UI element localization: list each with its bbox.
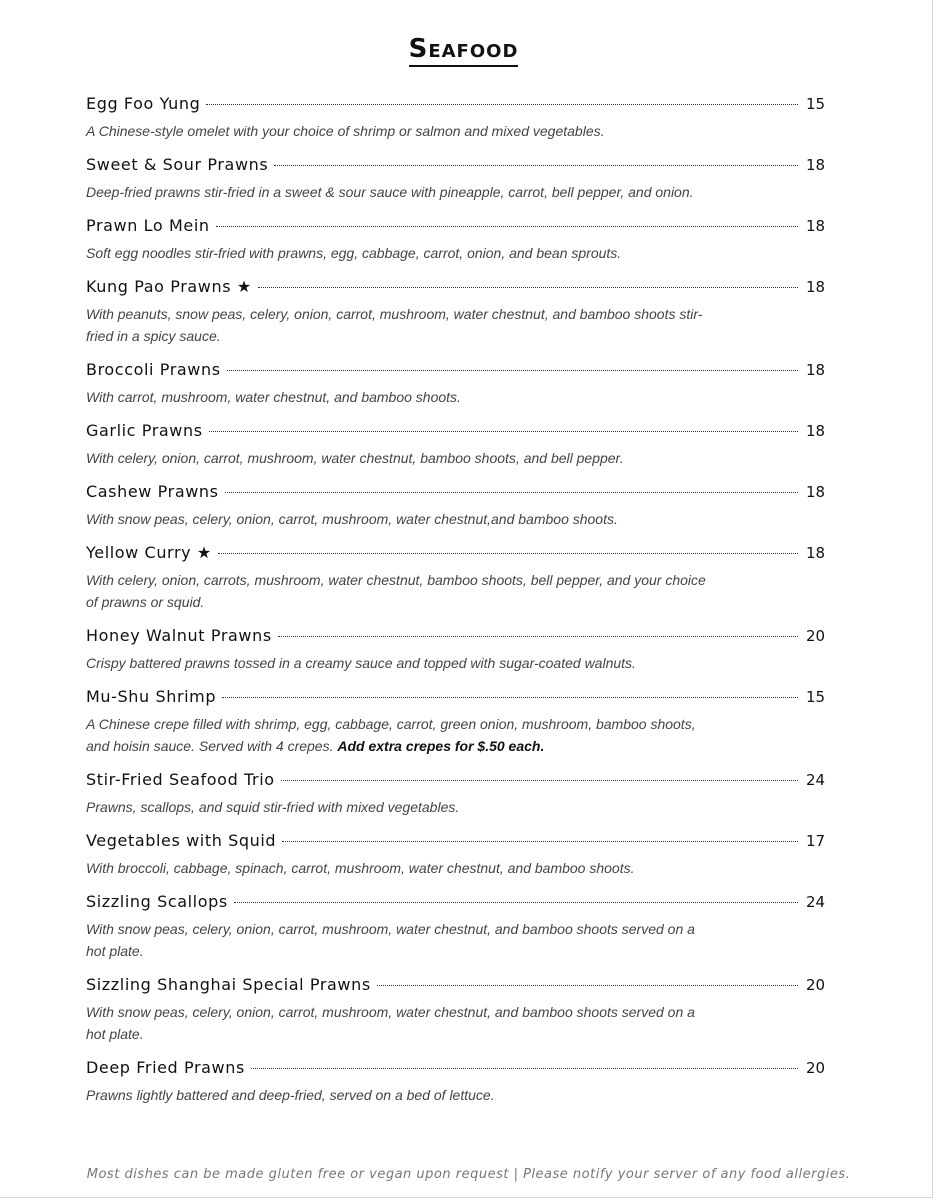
menu-item-row xyxy=(86,277,838,303)
menu-item-description-text: With broccoli, cabbage, spinach, carrot, mushroom, water chestnut, and bamboo shoots. xyxy=(86,860,635,876)
menu-item-price: 18 xyxy=(806,483,826,501)
menu-item-description-text: A Chinese-style omelet with your choice of shrimp or salmon and mixed vegetables. xyxy=(86,123,605,139)
menu-item-description xyxy=(86,508,716,530)
menu-item-price: 20 xyxy=(806,976,826,994)
menu-item-price: 17 xyxy=(806,832,826,850)
menu-item xyxy=(86,277,838,347)
dotted-leader xyxy=(216,226,798,227)
menu-item-price: 15 xyxy=(806,688,826,706)
menu-item-name: Prawn Lo Mein xyxy=(86,216,210,235)
menu-item-description-text: Soft egg noodles stir-fried with prawns, egg, cabbage, carrot, onion, and bean sprouts. xyxy=(86,245,622,261)
footer-note: Most dishes can be made gluten free or vegan upon request | Please notify your server of any food allergies. xyxy=(86,1167,851,1182)
menu-item-row xyxy=(86,892,838,918)
menu-item-description-text: With snow peas, celery, onion, carrot, mushroom, water chestnut, and bamboo shoots served on a hot plate. xyxy=(86,921,695,959)
menu-item-description-text: With peanuts, snow peas, celery, onion, carrot, mushroom, water chestnut, and bamboo shoots stir-fried in a spicy sauce. xyxy=(86,306,703,344)
menu-item-row xyxy=(86,421,838,447)
menu-item-name: Vegetables with Squid xyxy=(86,831,277,850)
dotted-leader xyxy=(227,370,798,371)
menu-item-price: 18 xyxy=(806,544,826,562)
menu-item-description xyxy=(86,569,716,613)
menu-item-name: Garlic Prawns xyxy=(86,421,203,440)
menu-item-description-text: Deep-fried prawns stir-fried in a sweet & sour sauce with pineapple, carrot, bell pepper, and onion. xyxy=(86,184,694,200)
dotted-leader xyxy=(377,985,798,986)
menu-item-name: Kung Pao Prawns ★ xyxy=(86,277,252,296)
menu-item xyxy=(86,687,838,757)
menu-item-row xyxy=(86,360,838,386)
menu-item-row xyxy=(86,770,838,796)
menu-item-description xyxy=(86,796,716,818)
menu-item-description xyxy=(86,652,716,674)
dotted-leader xyxy=(234,902,798,903)
menu-item-description xyxy=(86,918,716,962)
menu-item-name: Cashew Prawns xyxy=(86,482,219,501)
menu-item-description-text: With celery, onion, carrot, mushroom, water chestnut, bamboo shoots, and bell pepper. xyxy=(86,450,624,466)
menu-item-row xyxy=(86,543,838,569)
menu-item-price: 24 xyxy=(806,893,826,911)
menu-item-row xyxy=(86,975,838,1001)
menu-item-name: Sweet & Sour Prawns xyxy=(86,155,269,174)
menu-item xyxy=(86,892,838,962)
menu-item-price: 24 xyxy=(806,771,826,789)
menu-item-description xyxy=(86,447,716,469)
menu-item-price: 18 xyxy=(806,156,826,174)
dotted-leader xyxy=(251,1068,798,1069)
menu-item-description xyxy=(86,713,716,757)
menu-item-description-text: Prawns lightly battered and deep-fried, served on a bed of lettuce. xyxy=(86,1087,495,1103)
dotted-leader xyxy=(258,287,798,288)
menu-item-row xyxy=(86,1058,838,1084)
menu-item-note: Add extra crepes for $.50 each. xyxy=(337,738,545,754)
menu-item-description xyxy=(86,857,716,879)
menu-list xyxy=(86,94,838,1119)
menu-item-description-text: With snow peas, celery, onion, carrot, mushroom, water chestnut,and bamboo shoots. xyxy=(86,511,618,527)
menu-item-price: 20 xyxy=(806,1059,826,1077)
dotted-leader xyxy=(274,165,798,166)
menu-item-description-text: A Chinese crepe filled with shrimp, egg, cabbage, carrot, green onion, mushroom, bamboo shoots, and hoisin sauce. Served with 4 crepes. xyxy=(86,716,696,754)
menu-item-description-text: Crispy battered prawns tossed in a creamy sauce and topped with sugar-coated walnuts. xyxy=(86,655,636,671)
menu-item-row xyxy=(86,482,838,508)
menu-item-description-text: With celery, onion, carrots, mushroom, water chestnut, bamboo shoots, bell pepper, and your choice of prawns or squid. xyxy=(86,572,706,610)
menu-item-row xyxy=(86,216,838,242)
dotted-leader xyxy=(282,841,798,842)
menu-item-description xyxy=(86,242,716,264)
menu-item xyxy=(86,626,838,674)
dotted-leader xyxy=(281,780,798,781)
menu-item-description xyxy=(86,303,716,347)
menu-item-description xyxy=(86,1001,716,1045)
menu-item-price: 15 xyxy=(806,95,826,113)
page-title xyxy=(0,34,927,67)
menu-item-name: Honey Walnut Prawns xyxy=(86,626,272,645)
dotted-leader xyxy=(278,636,798,637)
menu-item xyxy=(86,421,838,469)
menu-item-name: Stir-Fried Seafood Trio xyxy=(86,770,275,789)
dotted-leader xyxy=(218,553,798,554)
menu-item-name: Deep Fried Prawns xyxy=(86,1058,245,1077)
menu-item-description xyxy=(86,386,716,408)
menu-item xyxy=(86,155,838,203)
menu-item xyxy=(86,216,838,264)
menu-item xyxy=(86,1058,838,1106)
menu-item-name: Sizzling Scallops xyxy=(86,892,228,911)
menu-item xyxy=(86,94,838,142)
menu-item xyxy=(86,770,838,818)
menu-item-price: 18 xyxy=(806,278,826,296)
menu-item-row xyxy=(86,831,838,857)
menu-item xyxy=(86,975,838,1045)
menu-item-price: 20 xyxy=(806,627,826,645)
menu-item-name: Sizzling Shanghai Special Prawns xyxy=(86,975,371,994)
menu-item-price: 18 xyxy=(806,217,826,235)
menu-item-description xyxy=(86,181,716,203)
menu-item-description xyxy=(86,1084,716,1106)
menu-item xyxy=(86,482,838,530)
dotted-leader xyxy=(209,431,798,432)
menu-item-description xyxy=(86,120,716,142)
menu-item xyxy=(86,360,838,408)
dotted-leader xyxy=(206,104,798,105)
menu-item-name: Broccoli Prawns xyxy=(86,360,221,379)
menu-item-description-text: Prawns, scallops, and squid stir-fried with mixed vegetables. xyxy=(86,799,460,815)
menu-item xyxy=(86,543,838,613)
dotted-leader xyxy=(222,697,798,698)
menu-item-name: Egg Foo Yung xyxy=(86,94,201,113)
menu-item-price: 18 xyxy=(806,361,826,379)
menu-item xyxy=(86,831,838,879)
menu-item-price: 18 xyxy=(806,422,826,440)
menu-item-name: Mu-Shu Shrimp xyxy=(86,687,217,706)
menu-item-row xyxy=(86,94,838,120)
menu-item-description-text: With carrot, mushroom, water chestnut, and bamboo shoots. xyxy=(86,389,461,405)
menu-item-name: Yellow Curry ★ xyxy=(86,543,212,562)
menu-item-row xyxy=(86,155,838,181)
dotted-leader xyxy=(225,492,798,493)
page-title-text: Seafood xyxy=(409,34,519,67)
menu-item-row xyxy=(86,687,838,713)
menu-item-row xyxy=(86,626,838,652)
menu-item-description-text: With snow peas, celery, onion, carrot, mushroom, water chestnut, and bamboo shoots served on a hot plate. xyxy=(86,1004,695,1042)
